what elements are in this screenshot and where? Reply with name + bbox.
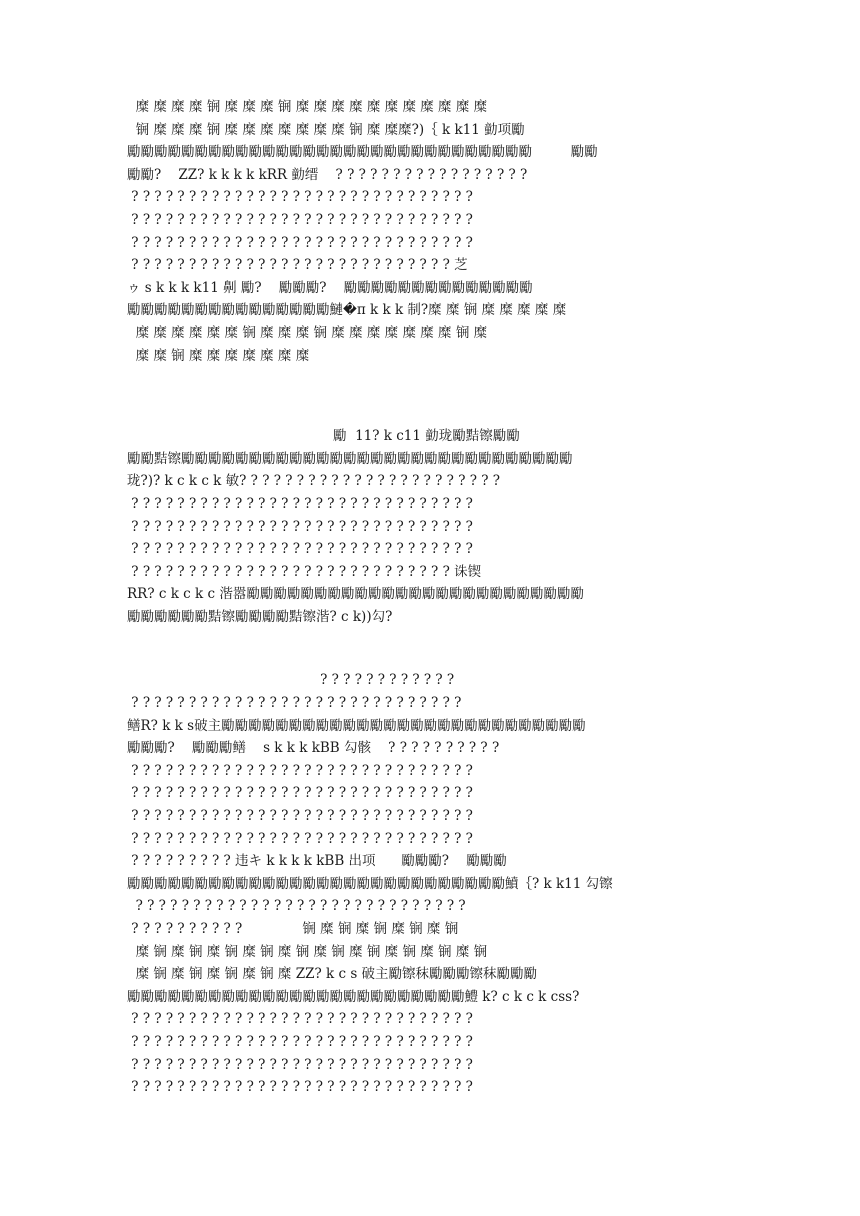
garbled-text-paragraph: ? ? ? ? ? ? ? ? ? ? ? ? ? ? ? ? ? ? ? ? ? ? ? ? ? ? ? ? ? ? ? ? ? ? ? ? ? ? ? ? ? 鳝R? k k s破主勵勵勵勵勵勵勵勵勵勵勵勵勵勵勵勵勵勵勵勵勵勵勵勵勵勵勵 勵勵勵? 勵勵勵鳝 s k k k kBB 勾骸 ? ? ? ? ? ? ? ? ? ? ? ? ? ? ? ? ? ? ? ? ? ? ? ? ? ? ? ? ? ? ? ? ? ? ? ? ? ? ? ? ? ? ? ? ? ? ? ? ? ? ? ? ? ? ? ? ? ? ? ? ? ? ? ? ? ? ? ? ? ? ? ? ? ? ? ? ? ? ? ? ? ? ? ? ? ? ? ? ? ? ? ? ? ? ? ? ? ? ? ? ? ? ? ? ? ? ? ? ? ? ? ? ? ? ? ? ? ? ? ? ? ? ? ? ? ? ? ? ? ? ? ? ? ? ? ? ? ? ? 违キ k k k k kBB 出项 勵勵勵? 勵勵勵 勵勵勵勵勵勵勵勵勵勵勵勵勵勵勵勵勵勵勵勵勵勵勵勵勵勵勵勵鱝｛? k k11 勾镲 ? ? ? ? ? ? ? ? ? ? ? ? ? ? ? ? ? ? ? ? ? ? ? ? ? ? ? ? ? ? ? ? ? ? ? ? ? ? ? 锎 糜 锎 糜 锎 糜 锎 糜 锎 糜 锎 糜 锎 糜 锎 糜 锎 糜 锎 糜 锎 糜 锎 糜 锎 糜 锎 糜 锎 糜 锎 糜 锎 糜 锎 糜 锎 糜 ZZ? k c s 破主勵镲秣勵勵勵镲秣勵勵勵 勵勵勵勵勵勵勵勵勵勵勵勵勵勵勵勵勵勵勵勵勵勵勵勵勵鱧 k? c k c k css? ? ? ? ? ? ? ? ? ? ? ? ? ? ? ? ? ? ? ? ? ? ? ? ? ? ? ? ? ? ? ? ? ? ? ? ? ? ? ? ? ? ? ? ? ? ? ? ? ? ? ? ? ? ? ? ? ? ? ? ? ? ? ? ? ? ? ? ? ? ? ? ? ? ? ? ? ? ? ? ? ? ? ? ? ? ? ? ? ? ? ? ? ? ? ? ? ? ? ? ? ? ? ? ? ? ? ? ? ? ? ? ? ? ? ? ? ? ? ? ? xyxy=(127,672,613,1096)
document-page xyxy=(127,96,739,1099)
garbled-text-paragraph: 勵 11? k c11 勭珑勵黠镲勵勵 勵勵黠镲勵勵勵勵勵勵勵勵勵勵勵勵勵勵勵勵勵勵勵勵勵勵勵勵勵勵勵勵勵 珑?)? k c k c k 敏? ? ? ? ? ? ? ? ? ? ? ? ? ? ? ? ? ? ? ? ? ? ? ? ? ? ? ? ? ? ? ? ? ? ? ? ? ? ? ? ? ? ? ? ? ? ? ? ? ? ? ? ? ? ? ? ? ? ? ? ? ? ? ? ? ? ? ? ? ? ? ? ? ? ? ? ? ? ? ? ? ? ? ? ? ? ? ? ? ? ? ? ? ? ? ? ? ? ? ? ? ? ? ? ? ? ? ? ? ? ? ? ? ? ? ? ? ? ? ? ? ? ? ? ? ? ? ? ? ? ? ? ? ? ? ? ? ? ? ? ? 诛锲 RR? c k c k c 湝嚣勵勵勵勵勵勵勵勵勵勵勵勵勵勵勵勵勵勵勵勵勵勵勵勵勵 勵勵勵勵勵勵黠镲勵勵勵勵黠镲湝? c k))勾? xyxy=(127,428,584,625)
garbled-text-paragraph: 糜 糜 糜 糜 锎 糜 糜 糜 锎 糜 糜 糜 糜 糜 糜 糜 糜 糜 糜 糜 锎 糜 糜 糜 锎 糜 糜 糜 糜 糜 糜 糜 锎 糜 糜糜?)｛ k k11 勭项勵 勵勵勵勵勵勵勵勵勵勵勵勵勵勵勵勵勵勵勵勵勵勵勵勵勵勵勵勵勵勵 勵勵 勵勵? ZZ? k k k k kRR 勭缙 ? ? ? ? ? ? ? ? ? ? ? ? ? ? ? ? ? ? ? ? ? ? ? ? ? ? ? ? ? ? ? ? ? ? ? ? ? ? ? ? ? ? ? ? ? ? ? ? ? ? ? ? ? ? ? ? ? ? ? ? ? ? ? ? ? ? ? ? ? ? ? ? ? ? ? ? ? ? ? ? ? ? ? ? ? ? ? ? ? ? ? ? ? ? ? ? ? ? ? ? ? ? ? ? ? ? ? ? ? ? ? ? ? ? ? ? ? ? ? ? ? ? ? ? ? ? ? ? ? ? ? ? ? ? ? 芝 ゥ s k k k k11 劓 勵? 勵勵勵? 勵勵勵勵勵勵勵勵勵勵勵勵勵勵 勵勵勵勵勵勵勵勵勵勵勵勵勵勵勵鰱�π k k k 制?糜 糜 锎 糜 糜 糜 糜 糜 糜 糜 糜 糜 糜 糜 锎 糜 糜 糜 锎 糜 糜 糜 糜 糜 糜 糜 锎 糜 糜 糜 锎 糜 糜 糜 糜 糜 糜 糜 xyxy=(127,99,598,364)
